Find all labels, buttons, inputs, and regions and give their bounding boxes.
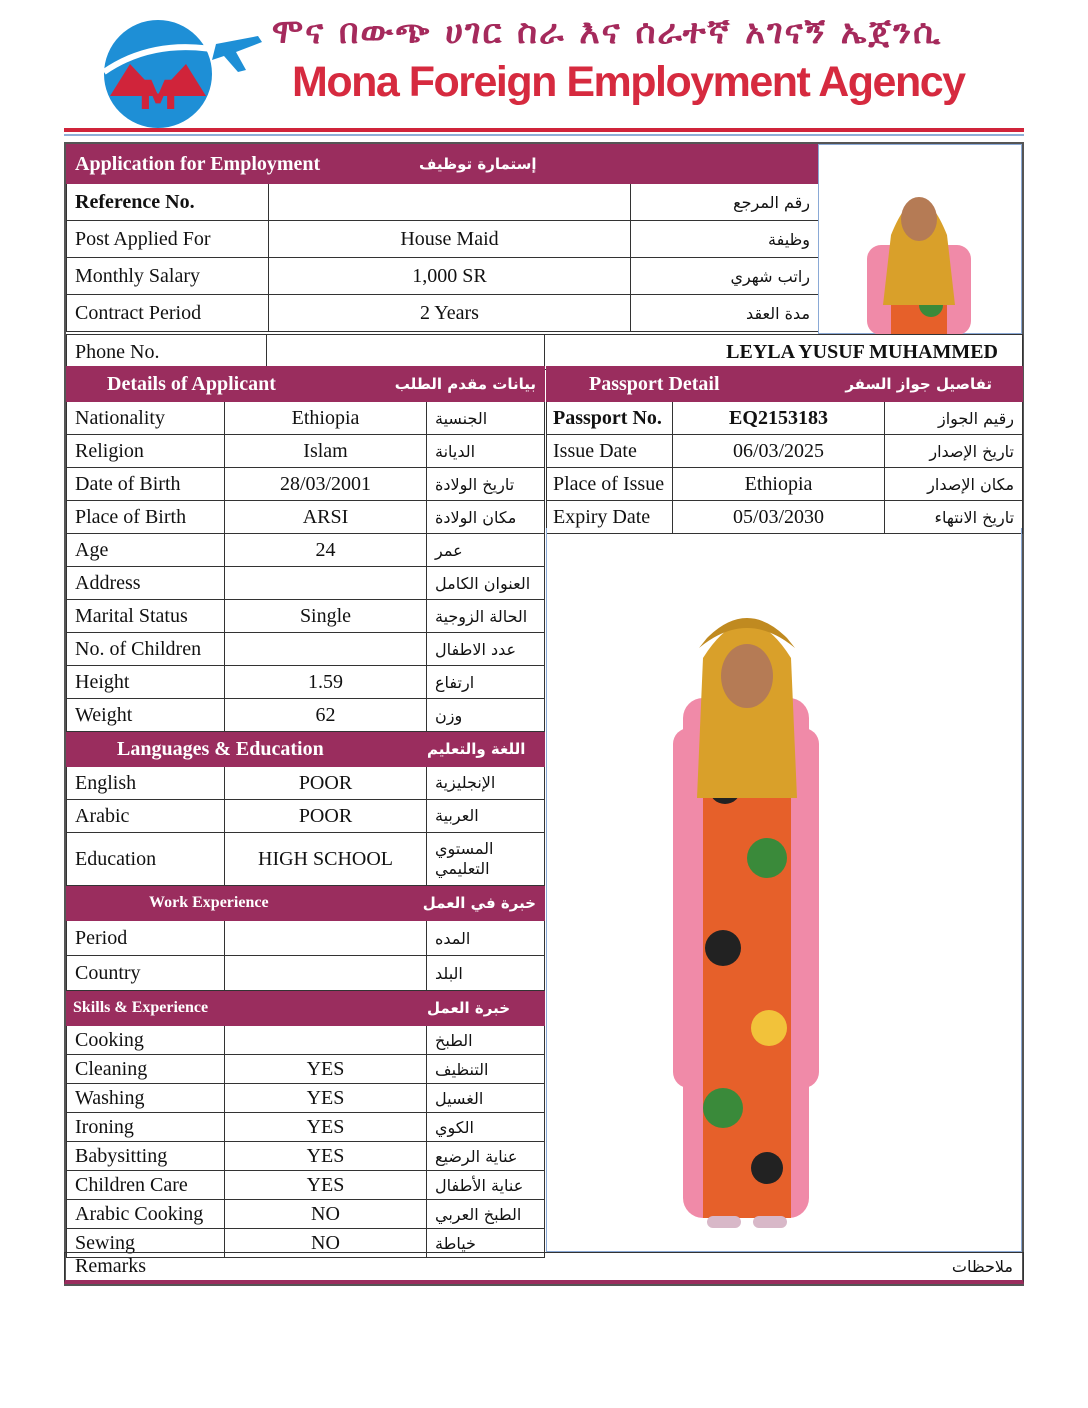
detail-label-ar: وزن: [427, 699, 545, 732]
work-row: [67, 921, 545, 956]
phone-label: Phone No.: [67, 335, 267, 370]
application-row: [67, 258, 819, 295]
applicant-photo-full: [546, 528, 1022, 1252]
app-value: House Maid: [269, 221, 631, 258]
skill-row: [67, 1200, 545, 1229]
detail-value: 62: [225, 699, 427, 732]
phone-value: [267, 335, 545, 370]
detail-label: Date of Birth: [67, 468, 225, 501]
skill-label: Sewing: [67, 1229, 225, 1258]
application-row: [67, 295, 819, 332]
skill-label-ar: الغسيل: [427, 1084, 545, 1113]
detail-row: [67, 534, 545, 567]
passport-row: [547, 402, 1023, 435]
passport-label: Place of Issue: [547, 468, 673, 501]
passport-table: [546, 366, 1023, 534]
detail-label-ar: العنوان الكامل: [427, 567, 545, 600]
skill-value: [225, 1026, 427, 1055]
detail-row: [67, 402, 545, 435]
detail-label: Height: [67, 666, 225, 699]
detail-value: Single: [225, 600, 427, 633]
language-label-ar: العربية: [427, 800, 545, 833]
detail-label-ar: ارتفاع: [427, 666, 545, 699]
skill-label: Washing: [67, 1084, 225, 1113]
languages-title: Languages & Education: [67, 732, 427, 767]
applicant-details-table: [66, 366, 545, 1258]
detail-value: [225, 567, 427, 600]
passport-label-ar: تاريخ الانتهاء: [885, 501, 1023, 534]
app-label-ar: راتب شهري: [631, 258, 819, 295]
work-label: Country: [67, 956, 225, 991]
skill-label: Ironing: [67, 1113, 225, 1142]
detail-label-ar: عدد الاطفال: [427, 633, 545, 666]
skill-row: [67, 1113, 545, 1142]
languages-header: [67, 732, 545, 767]
app-label: Post Applied For: [67, 221, 269, 258]
detail-value: [225, 633, 427, 666]
language-label: Arabic: [67, 800, 225, 833]
passport-value: EQ2153183: [673, 402, 885, 435]
remarks-row: [64, 1252, 1024, 1284]
passport-value: Ethiopia: [673, 468, 885, 501]
skill-label-ar: خياطة: [427, 1229, 545, 1258]
application-title: Application for Employment: [67, 145, 269, 184]
skill-row: [67, 1142, 545, 1171]
passport-value: 05/03/2030: [673, 501, 885, 534]
detail-row: [67, 600, 545, 633]
language-value: POOR: [225, 800, 427, 833]
language-label: Education: [67, 833, 225, 886]
application-row: [67, 221, 819, 258]
app-label-ar: وظيفة: [631, 221, 819, 258]
detail-value: Islam: [225, 435, 427, 468]
details-title: Details of Applicant: [67, 367, 427, 402]
application-title-ar: إستمارة توظيف: [269, 145, 819, 184]
passport-label: Expiry Date: [547, 501, 673, 534]
passport-label-ar: تاريخ الإصدار: [885, 435, 1023, 468]
detail-label-ar: تاريخ الولادة: [427, 468, 545, 501]
passport-title: Passport Detail: [547, 367, 673, 402]
app-label: Contract Period: [67, 295, 269, 332]
application-header: [67, 145, 819, 184]
language-row: [67, 767, 545, 800]
header-rule-blue: [64, 134, 1024, 136]
passport-row: [547, 435, 1023, 468]
application-row: [67, 184, 819, 221]
passport-label-ar: رقيم الجواز: [885, 402, 1023, 435]
work-row: [67, 956, 545, 991]
skills-title: Skills & Experience: [67, 991, 427, 1026]
detail-value: 1.59: [225, 666, 427, 699]
detail-label: Nationality: [67, 402, 225, 435]
detail-label: Marital Status: [67, 600, 225, 633]
detail-value: 28/03/2001: [225, 468, 427, 501]
work-title-ar: خبرة في العمل: [427, 886, 545, 921]
skill-row: [67, 1055, 545, 1084]
agency-logo: [76, 14, 266, 126]
language-row: [67, 800, 545, 833]
detail-row: [67, 699, 545, 732]
brand-name-amharic: ሞና በውጭ ሀገር ስራ እና ሰራተኛ አገናኝ ኤጀንሲ: [272, 12, 943, 52]
app-label: Reference No.: [67, 184, 269, 221]
passport-value: 06/03/2025: [673, 435, 885, 468]
header-rule: [64, 128, 1024, 132]
skill-value: YES: [225, 1142, 427, 1171]
remarks-label: Remarks: [75, 1255, 147, 1277]
work-label-ar: البلد: [427, 956, 545, 991]
skill-row: [67, 1171, 545, 1200]
detail-label: Age: [67, 534, 225, 567]
language-label-ar: المستوي التعليمي: [427, 833, 545, 886]
work-title: Work Experience: [67, 886, 427, 921]
applicant-name: LEYLA YUSUF MUHAMMED: [545, 335, 1023, 370]
brand-name-english: Mona Foreign Employment Agency: [292, 58, 965, 106]
skill-label-ar: الطبخ العربي: [427, 1200, 545, 1229]
details-header: [67, 367, 545, 402]
detail-label: Weight: [67, 699, 225, 732]
passport-title-ar: تفاصيل جواز السفر: [673, 367, 1023, 402]
skill-value: YES: [225, 1113, 427, 1142]
language-value: POOR: [225, 767, 427, 800]
language-label: English: [67, 767, 225, 800]
languages-title-ar: اللغة والتعليم: [427, 732, 545, 767]
language-label-ar: الإنجليزية: [427, 767, 545, 800]
skill-row: [67, 1084, 545, 1113]
skill-label-ar: عناية الأطفال: [427, 1171, 545, 1200]
detail-value: Ethiopia: [225, 402, 427, 435]
detail-label-ar: مكان الولادة: [427, 501, 545, 534]
skill-label-ar: الطبخ: [427, 1026, 545, 1055]
skill-label-ar: الكوي: [427, 1113, 545, 1142]
detail-label: Religion: [67, 435, 225, 468]
language-value: HIGH SCHOOL: [225, 833, 427, 886]
detail-label-ar: عمر: [427, 534, 545, 567]
detail-row: [67, 666, 545, 699]
work-value: [225, 956, 427, 991]
app-value: [269, 184, 631, 221]
work-header: [67, 886, 545, 921]
app-label: Monthly Salary: [67, 258, 269, 295]
work-label: Period: [67, 921, 225, 956]
work-value: [225, 921, 427, 956]
skill-label: Arabic Cooking: [67, 1200, 225, 1229]
passport-label-ar: مكان الإصدار: [885, 468, 1023, 501]
logo-letter: M: [138, 73, 178, 119]
skill-value: YES: [225, 1055, 427, 1084]
skill-label: Cleaning: [67, 1055, 225, 1084]
detail-row: [67, 501, 545, 534]
detail-label-ar: الجنسية: [427, 402, 545, 435]
skill-value: YES: [225, 1171, 427, 1200]
passport-label: Issue Date: [547, 435, 673, 468]
skill-value: NO: [225, 1200, 427, 1229]
skill-label: Children Care: [67, 1171, 225, 1200]
language-row: [67, 833, 545, 886]
detail-label: No. of Children: [67, 633, 225, 666]
skill-label-ar: التنظيف: [427, 1055, 545, 1084]
detail-label-ar: الحالة الزوجية: [427, 600, 545, 633]
applicant-photo-small: [818, 144, 1022, 334]
work-label-ar: المده: [427, 921, 545, 956]
detail-value: 24: [225, 534, 427, 567]
application-table: [66, 144, 819, 332]
phone-name-row: [66, 334, 1023, 370]
skill-value: YES: [225, 1084, 427, 1113]
detail-label-ar: الديانة: [427, 435, 545, 468]
passport-header: [547, 367, 1023, 402]
details-title-ar: بيانات مقدم الطلب: [427, 367, 545, 402]
skill-label-ar: عناية الرضيع: [427, 1142, 545, 1171]
app-value: 2 Years: [269, 295, 631, 332]
detail-row: [67, 633, 545, 666]
detail-value: ARSI: [225, 501, 427, 534]
app-label-ar: مدة العقد: [631, 295, 819, 332]
skill-label: Babysitting: [67, 1142, 225, 1171]
app-value: 1,000 SR: [269, 258, 631, 295]
detail-label: Place of Birth: [67, 501, 225, 534]
skills-title-ar: خبرة العمل: [427, 991, 545, 1026]
skill-value: NO: [225, 1229, 427, 1258]
detail-row: [67, 435, 545, 468]
skill-row: [67, 1026, 545, 1055]
skills-header: [67, 991, 545, 1026]
passport-row: [547, 468, 1023, 501]
detail-row: [67, 567, 545, 600]
skill-label: Cooking: [67, 1026, 225, 1055]
passport-label: Passport No.: [547, 402, 673, 435]
app-label-ar: رقم المرجع: [631, 184, 819, 221]
detail-row: [67, 468, 545, 501]
detail-label: Address: [67, 567, 225, 600]
remarks-label-ar: ملاحظات: [951, 1257, 1013, 1276]
